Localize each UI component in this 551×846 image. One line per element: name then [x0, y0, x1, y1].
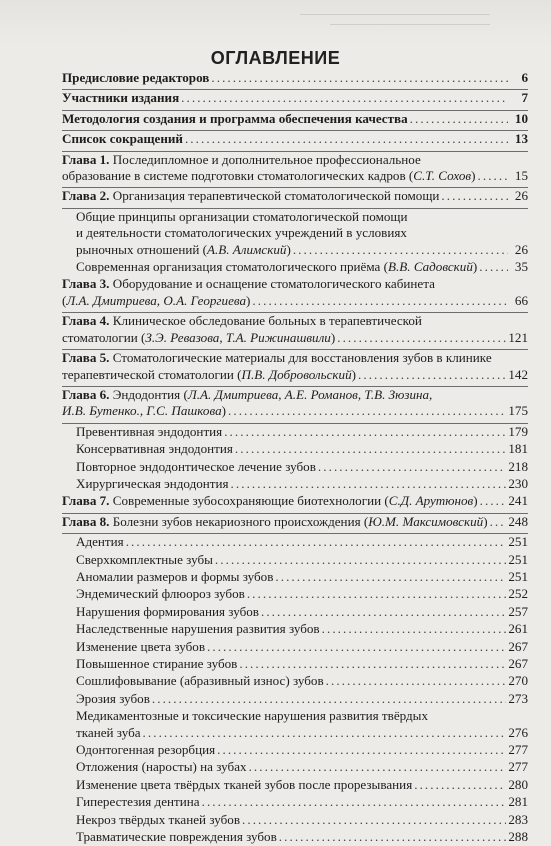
toc-entry-text: Глава 6.	[62, 386, 110, 402]
toc-entry-title	[62, 387, 432, 403]
dot-leader	[490, 514, 507, 530]
toc-entry-title	[76, 621, 320, 637]
toc-page-number: 13	[514, 131, 528, 147]
toc-entry-text: терапевтической стоматологии (	[62, 366, 242, 382]
toc-page-number: 251	[508, 551, 528, 567]
toc-entry-line	[76, 691, 528, 707]
toc-subentry	[62, 552, 528, 569]
toc-entry-line	[62, 367, 528, 383]
toc-entry-title	[76, 777, 412, 793]
toc-entry-text: Оборудование и оснащение стоматологического кабинета	[109, 276, 435, 292]
toc-page-number: 15	[514, 168, 528, 184]
toc-entry-author: И.В. Бутенко., Г.С. Пашкова	[62, 403, 222, 419]
dot-leader	[293, 242, 508, 258]
bleed-through-line	[330, 24, 490, 25]
toc-page-number: 281	[508, 794, 528, 810]
bleed-through-header	[0, 0, 551, 44]
toc-entry-text: Глава 7.	[62, 493, 110, 509]
toc-entry-text: )	[351, 366, 357, 382]
toc-entry-text: Изменение цвета зубов	[76, 638, 206, 654]
dot-leader	[410, 111, 508, 127]
dot-leader	[202, 794, 507, 810]
toc-page-number: 276	[508, 724, 528, 740]
toc-page-number: 252	[508, 586, 528, 602]
toc-entry-line	[76, 673, 528, 689]
toc-entry	[62, 111, 528, 131]
toc-entry-line	[62, 188, 528, 204]
dot-leader	[322, 621, 507, 637]
toc-page-number: 230	[508, 475, 528, 491]
toc-entry-title	[62, 111, 408, 127]
toc-entry-title	[62, 152, 421, 168]
toc-page-number: 248	[508, 513, 528, 529]
toc-page-number: 267	[508, 656, 528, 671]
toc-entry-author: С.Д. Арутюнов	[388, 493, 474, 509]
toc-entry-line	[76, 621, 528, 637]
dot-leader	[478, 168, 509, 184]
toc-entry-line	[62, 387, 528, 403]
toc-page-number: 283	[508, 811, 528, 827]
dot-leader	[215, 552, 506, 568]
dot-leader	[252, 293, 508, 309]
toc-entry-line	[76, 829, 528, 845]
toc-subentry	[62, 569, 528, 586]
toc-page-number: 7	[521, 90, 528, 106]
toc-entry-author: Ю.М. Максимовский	[368, 513, 484, 529]
toc-chapter-entry	[62, 514, 528, 534]
dot-leader	[242, 812, 506, 828]
toc-entry-title	[62, 131, 183, 147]
toc-entry-title	[76, 794, 200, 810]
toc-entry-line	[76, 534, 528, 550]
toc-entry-line	[76, 424, 528, 440]
dot-leader	[275, 569, 506, 585]
toc-entry-line	[76, 225, 528, 241]
toc-entry-title	[76, 586, 245, 602]
toc-entry-title	[62, 493, 478, 509]
dot-leader	[326, 673, 507, 689]
toc-subentry	[62, 586, 528, 603]
toc-subentry	[62, 459, 528, 476]
toc-entry	[62, 90, 528, 110]
toc-entry-text: Клиническое обследование больных в терапевтической	[109, 313, 422, 329]
toc-entry-line	[62, 70, 528, 86]
toc-entry-title	[76, 639, 205, 655]
toc-entry-line	[62, 350, 528, 366]
toc-entry-title	[76, 476, 229, 492]
toc-entry-text: Отложения (наросты) на зубах	[76, 759, 247, 775]
toc-entry-title	[62, 293, 250, 309]
toc-subentry	[62, 673, 528, 690]
toc-entry-line	[62, 168, 528, 184]
toc-entry-line	[62, 90, 528, 106]
toc-entry-text: образование в системе подготовки стоматологических кадров (	[62, 168, 414, 184]
toc-entry-line	[76, 794, 528, 810]
toc-entry-text: Сверхкомплектные зубы	[76, 551, 213, 567]
toc-entry-line	[76, 708, 528, 724]
toc-entry-title	[62, 188, 439, 204]
dot-leader	[279, 829, 507, 845]
dot-leader	[181, 90, 508, 106]
toc-entry-text: )	[471, 168, 476, 184]
toc-entry-text: Глава 3.	[62, 276, 110, 292]
toc-entry-text: Глава 8.	[62, 513, 110, 529]
toc-entry-text: )	[221, 403, 226, 419]
toc-subentry	[62, 691, 528, 708]
toc-entry-title	[76, 604, 259, 620]
toc-entry-title	[76, 725, 141, 741]
toc-subentry	[62, 621, 528, 638]
toc-chapter-entry	[62, 387, 528, 424]
dot-leader	[441, 188, 508, 204]
toc-entry-text: Участники издания	[62, 90, 180, 106]
toc-entry-text: Современные зубосохраняющие биотехнологии (	[109, 493, 389, 509]
toc-entry-title	[76, 812, 240, 828]
toc-entry-text: Повышенное стирание зубов	[76, 656, 238, 671]
toc-entry-title	[76, 759, 247, 775]
toc-entry-title	[76, 691, 150, 707]
toc-entry-text: )	[330, 329, 336, 345]
dot-leader	[207, 639, 506, 655]
toc-entry-line	[76, 459, 528, 475]
toc-entry-text: Список сокращений	[62, 131, 183, 147]
dot-leader	[414, 777, 506, 793]
toc-subentry	[62, 209, 528, 259]
toc-entry-text: Последипломное и дополнительное профессиональное	[109, 151, 421, 167]
dot-leader	[211, 70, 508, 86]
dot-leader	[249, 759, 507, 775]
toc-entry-text: Болезни зубов некариозного происхождения (	[109, 513, 369, 529]
toc-entry-text: и деятельности стоматологических учреждений в условиях	[76, 225, 407, 241]
toc-entry-text: Эндодонтия (	[109, 386, 188, 402]
toc-entry-author: Л.А. Дмитриева, О.А. Георгиева	[66, 292, 247, 308]
dot-leader	[235, 441, 506, 457]
toc-subentry	[62, 639, 528, 656]
toc-entry-title	[76, 459, 316, 475]
toc-entry-text: Некроз твёрдых тканей зубов	[76, 811, 240, 827]
toc-page-number: 288	[508, 829, 528, 845]
toc-entry-text: Организация терапевтической стоматологической помощи	[109, 188, 440, 204]
toc-entry-text: )	[472, 259, 478, 275]
toc-page-number: 257	[508, 603, 528, 619]
toc-page-number: 267	[508, 638, 528, 654]
toc-entry-title	[76, 424, 222, 440]
toc-entry-author: П.В. Добровольский	[241, 366, 352, 382]
toc-entry-line	[62, 131, 528, 147]
dot-leader	[185, 131, 508, 147]
toc-entry-text: Гиперестезия дентина	[76, 794, 200, 810]
toc-entry-text: Наследственные нарушения развития зубов	[76, 621, 320, 637]
toc-subentry	[62, 708, 528, 742]
dot-leader	[126, 534, 507, 550]
toc-chapter-entry	[62, 276, 528, 313]
toc-entry-text: Стоматологические материалы для восстановления зубов в клинике	[109, 350, 492, 366]
toc-page-number: 181	[508, 441, 528, 457]
toc-subentry	[62, 656, 528, 673]
toc-entry-line	[76, 656, 528, 672]
toc-entry-text: Травматические повреждения зубов	[76, 829, 277, 845]
toc-entry-text: Глава 5.	[62, 350, 110, 366]
toc-entry-text: Глава 1.	[62, 151, 110, 167]
toc-entry-text: Методология создания и программа обеспечения качества	[62, 110, 408, 126]
toc-page-number: 175	[508, 403, 528, 419]
toc-subentry	[62, 759, 528, 776]
toc-entry-text: Общие принципы организации стоматологической помощи	[76, 208, 408, 224]
toc-page-number: 251	[508, 568, 528, 584]
toc-entry-title	[62, 70, 209, 86]
toc-page-number: 121	[508, 329, 528, 345]
toc-entry-title	[62, 90, 179, 106]
toc-entry-text: Сошлифовывание (абразивный износ) зубов	[76, 673, 324, 689]
toc-entry-line	[76, 777, 528, 793]
toc-entry-text: )	[473, 493, 478, 509]
toc-entry-text: Повторное эндодонтическое лечение зубов	[76, 458, 316, 474]
toc-entry-line	[62, 493, 528, 509]
toc-entry-title	[62, 403, 226, 419]
toc-entry-text: рыночных отношений (	[76, 241, 207, 257]
toc-entry-title	[76, 742, 215, 758]
dot-leader	[358, 367, 506, 383]
toc-entry-author: В.В. Садовский	[388, 259, 473, 275]
dot-leader	[217, 742, 506, 758]
toc-entry-line	[62, 514, 528, 530]
toc-subentry	[62, 441, 528, 458]
toc-entry-title	[76, 441, 233, 457]
toc-entry-line	[62, 276, 528, 292]
toc-entry-author: Л.А. Дмитриева, А.Е. Романов, Т.В. Зюзина,	[187, 386, 433, 402]
toc-subentry	[62, 777, 528, 794]
toc-entry-text: Консервативная эндодонтия	[76, 441, 233, 457]
toc-entry-line	[76, 259, 528, 275]
toc-entry-title	[62, 330, 335, 346]
toc-entry-text: Аномалии размеров и формы зубов	[76, 568, 274, 584]
toc-entry-text: Медикаментозные и токсические нарушения развития твёрдых	[76, 708, 429, 724]
toc-entry-line	[76, 569, 528, 585]
toc-entry-line	[76, 604, 528, 620]
toc-chapter-entry	[62, 188, 528, 208]
toc-entry-title	[62, 313, 422, 329]
toc-entry-line	[76, 552, 528, 568]
dot-leader	[247, 586, 507, 602]
toc-entry-text: )	[286, 241, 291, 257]
toc-entry-title	[76, 552, 213, 568]
toc-subentry	[62, 534, 528, 551]
toc-page-number: 277	[508, 759, 528, 775]
toc-entry-title	[76, 534, 124, 550]
toc-chapter-entry	[62, 152, 528, 189]
toc-entry-text: Изменение цвета твёрдых тканей зубов после прорезывания	[76, 776, 413, 792]
toc-entry-line	[76, 639, 528, 655]
toc-entry-text: стоматологии (	[62, 329, 146, 345]
toc-page-number: 6	[521, 70, 528, 85]
toc-entry-author: З.Э. Ревазова, Т.А. Рижинашвили	[145, 329, 331, 345]
dot-leader	[224, 424, 506, 440]
toc-entry-title	[76, 708, 428, 724]
toc-entry-title	[62, 367, 356, 383]
dot-leader	[318, 459, 506, 475]
toc-entry-author: С.Т. Сохов	[413, 168, 472, 184]
toc-page-number: 26	[514, 188, 528, 204]
toc-entry-line	[62, 293, 528, 309]
toc-entry-title	[62, 350, 492, 366]
toc-subentry	[62, 476, 528, 493]
toc-entry-line	[76, 759, 528, 775]
toc-subentry	[62, 812, 528, 829]
toc-entry-line	[76, 441, 528, 457]
toc-entry	[62, 131, 528, 151]
toc-entry-text: Глава 4.	[62, 313, 110, 329]
toc-entry-line	[76, 725, 528, 741]
toc-page-number: 280	[508, 776, 528, 792]
toc-entry-text: )	[246, 292, 251, 308]
dot-leader	[480, 493, 507, 509]
toc-entry-text: Превентивная эндодонтия	[76, 423, 223, 439]
toc-entry-line	[62, 111, 528, 127]
toc-entry-title	[76, 209, 408, 225]
dot-leader	[231, 476, 507, 492]
toc-page-number: 179	[508, 423, 528, 439]
toc-entry-title	[62, 168, 476, 184]
toc-entry-text: Глава 2.	[62, 188, 110, 204]
dot-leader	[261, 604, 506, 620]
toc-entry-line	[76, 209, 528, 225]
toc-entry-line	[62, 152, 528, 168]
table-of-contents	[62, 70, 528, 846]
toc-entry-text: Нарушения формирования зубов	[76, 603, 259, 619]
toc-entry-line	[76, 586, 528, 602]
toc-entry-title	[76, 829, 277, 845]
toc-page-number: 66	[514, 292, 528, 308]
dot-leader	[239, 656, 506, 672]
toc-subentry	[62, 794, 528, 811]
toc-entry-title	[76, 569, 273, 585]
dot-leader	[337, 330, 506, 346]
dot-leader	[143, 725, 507, 741]
toc-subentry	[62, 604, 528, 621]
toc-entry-title	[62, 276, 435, 292]
toc-entry-title	[76, 259, 477, 275]
toc-entry-title	[76, 242, 291, 258]
page-title: ОГЛАВЛЕНИЕ	[210, 48, 341, 69]
toc-entry-title	[76, 225, 407, 241]
toc-entry-text: Эндемический флюороз зубов	[76, 586, 245, 602]
toc-entry-line	[62, 313, 528, 329]
toc-page-number: 35	[514, 259, 528, 275]
toc-page-number: 251	[508, 534, 528, 550]
toc-entry-text: Предисловие редакторов	[62, 70, 210, 85]
toc-entry-title	[76, 656, 237, 672]
toc-subentry	[62, 829, 528, 846]
toc-page-number: 142	[508, 366, 528, 382]
dot-leader	[479, 259, 508, 275]
toc-entry-line	[62, 330, 528, 346]
toc-page-number: 218	[508, 458, 528, 474]
dot-leader	[228, 403, 506, 419]
toc-chapter-entry	[62, 350, 528, 387]
toc-page-number: 26	[514, 241, 528, 257]
toc-chapter-entry	[62, 493, 528, 513]
toc-entry-line	[62, 403, 528, 419]
toc-page-number: 277	[508, 742, 528, 758]
toc-page-number: 261	[508, 621, 528, 637]
toc-page-number: 273	[508, 690, 528, 706]
toc-entry-title	[76, 673, 324, 689]
toc-entry-text: Хирургическая эндодонтия	[76, 475, 229, 491]
toc-entry-line	[76, 812, 528, 828]
toc-entry-text: Современная организация стоматологического приёма (	[76, 259, 388, 275]
toc-entry-text: тканей зуба	[76, 724, 141, 740]
toc-page-number: 270	[508, 673, 528, 689]
dot-leader	[152, 691, 506, 707]
toc-entry-title	[62, 514, 488, 530]
toc-entry-text: )	[483, 513, 488, 529]
toc-entry	[62, 70, 528, 90]
toc-page-number: 10	[514, 110, 528, 126]
toc-entry-text: Одонтогенная резорбция	[76, 742, 216, 758]
toc-subentry	[62, 742, 528, 759]
toc-page-number: 241	[508, 493, 528, 509]
toc-entry-text: Адентия	[76, 534, 124, 550]
toc-entry-author: А.В. Алимский	[206, 241, 287, 257]
toc-entry-line	[76, 242, 528, 258]
toc-entry-text: Эрозия зубов	[76, 690, 150, 706]
toc-entry-line	[76, 742, 528, 758]
toc-subentry	[62, 424, 528, 441]
toc-chapter-entry	[62, 313, 528, 350]
toc-entry-text: (	[62, 292, 67, 308]
bleed-through-line	[300, 14, 490, 15]
toc-subentry	[62, 259, 528, 276]
toc-entry-line	[76, 476, 528, 492]
